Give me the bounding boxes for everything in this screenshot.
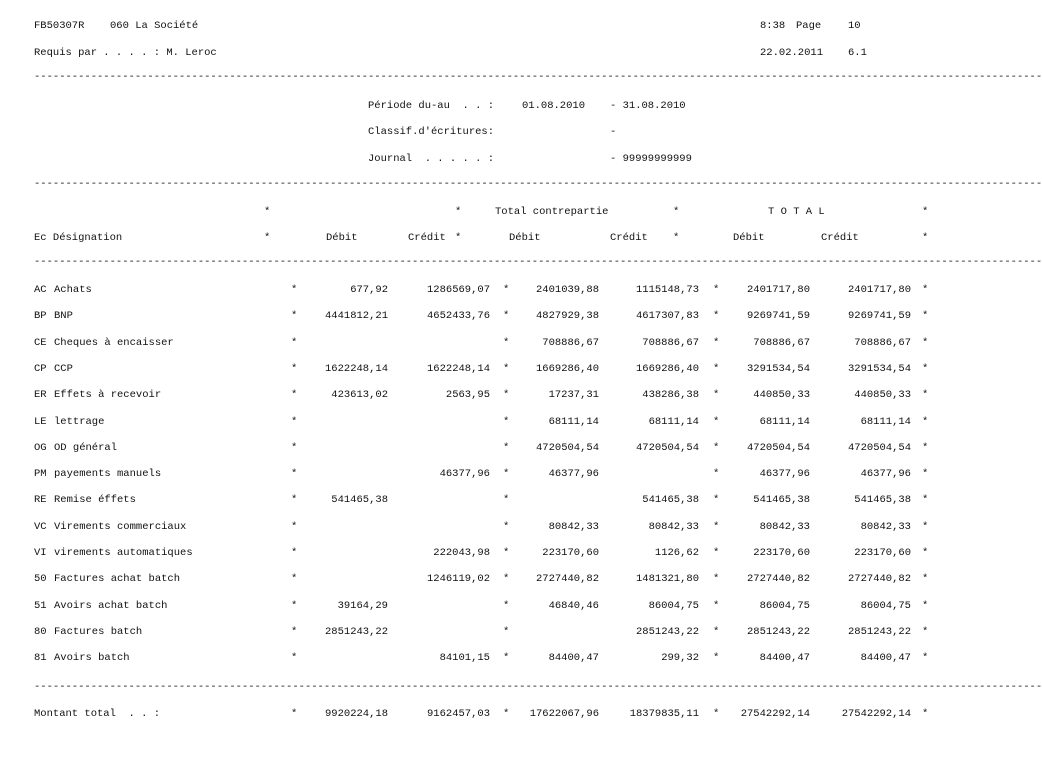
- column-separator: *: [713, 573, 720, 585]
- column-separator: *: [503, 468, 510, 480]
- row-credit: 1286569,07: [426, 284, 490, 296]
- column-contra-credit: Crédit: [610, 232, 648, 244]
- column-separator: *: [503, 652, 510, 664]
- row-total-credit: 4720504,54: [847, 442, 911, 454]
- row-debit: 39164,29: [337, 600, 388, 612]
- row-total-debit: 3291534,54: [746, 363, 810, 375]
- report-date: 22.02.2011: [760, 47, 824, 59]
- separator-rule: ----------------------------------------------------------------------------------------------------------------------------------------------------------------: [34, 256, 1042, 268]
- row-code: CE: [34, 337, 47, 349]
- column-separator: *: [713, 310, 720, 322]
- column-separator: *: [291, 547, 298, 559]
- column-separator: *: [922, 206, 929, 218]
- row-total-debit: 2727440,82: [746, 573, 810, 585]
- row-code: 81: [34, 652, 47, 664]
- row-credit: 1622248,14: [426, 363, 490, 375]
- column-separator: *: [922, 337, 929, 349]
- row-designation: Remise éffets: [54, 494, 136, 506]
- row-total-credit: 84400,47: [860, 652, 911, 664]
- row-total-debit: 84400,47: [759, 652, 810, 664]
- row-contra-debit: 2401039,88: [535, 284, 599, 296]
- column-separator: *: [922, 652, 929, 664]
- column-separator: *: [503, 600, 510, 612]
- column-separator: *: [291, 284, 298, 296]
- page-number: 10: [848, 20, 861, 32]
- row-contra-credit: 708886,67: [642, 337, 699, 349]
- column-separator: *: [922, 232, 929, 244]
- column-separator: *: [713, 494, 720, 506]
- column-separator: *: [922, 573, 929, 585]
- row-code: 50: [34, 573, 47, 585]
- page-label: Page: [796, 20, 822, 32]
- row-designation: OD général: [54, 442, 118, 454]
- row-contra-credit: 299,32: [661, 652, 699, 664]
- column-separator: *: [291, 468, 298, 480]
- column-separator: *: [264, 232, 271, 244]
- column-separator: *: [713, 708, 720, 720]
- column-separator: *: [291, 363, 298, 375]
- row-contra-debit: 4827929,38: [535, 310, 599, 322]
- row-credit: 2563,95: [445, 389, 490, 401]
- total-credit: 9162457,03: [426, 708, 490, 720]
- row-code: RE: [34, 494, 47, 506]
- row-contra-credit: 80842,33: [648, 521, 699, 533]
- row-designation: Avoirs batch: [54, 652, 130, 664]
- row-total-debit: 440850,33: [753, 389, 810, 401]
- row-total-credit: 440850,33: [854, 389, 911, 401]
- column-separator: *: [922, 468, 929, 480]
- row-contra-debit: 80842,33: [548, 521, 599, 533]
- row-designation: Achats: [54, 284, 92, 296]
- row-total-credit: 541465,38: [854, 494, 911, 506]
- row-designation: virements automatiques: [54, 547, 193, 559]
- period-to: - 31.08.2010: [610, 100, 686, 112]
- row-designation: Factures batch: [54, 626, 143, 638]
- row-total-debit: 9269741,59: [746, 310, 810, 322]
- column-separator: *: [713, 389, 720, 401]
- row-debit: 677,92: [350, 284, 388, 296]
- column-separator: *: [713, 416, 720, 428]
- column-separator: *: [713, 626, 720, 638]
- row-total-debit: 80842,33: [759, 521, 810, 533]
- column-separator: *: [264, 206, 271, 218]
- separator-rule: ----------------------------------------------------------------------------------------------------------------------------------------------------------------: [34, 178, 1042, 190]
- row-total-debit: 4720504,54: [746, 442, 810, 454]
- row-total-debit: 223170,60: [753, 547, 810, 559]
- company-name: 060 La Société: [110, 20, 199, 32]
- column-separator: *: [713, 337, 720, 349]
- column-separator: *: [673, 232, 680, 244]
- row-code: AC: [34, 284, 47, 296]
- total-contra-debit: 17622067,96: [529, 708, 599, 720]
- column-separator: *: [922, 416, 929, 428]
- row-total-credit: 80842,33: [860, 521, 911, 533]
- column-separator: *: [713, 284, 720, 296]
- column-contra-debit: Débit: [509, 232, 541, 244]
- column-separator: *: [713, 521, 720, 533]
- row-contra-credit: 541465,38: [642, 494, 699, 506]
- row-code: VI: [34, 547, 47, 559]
- column-separator: *: [713, 442, 720, 454]
- column-separator: *: [713, 363, 720, 375]
- row-contra-credit: 1669286,40: [635, 363, 699, 375]
- period-from: 01.08.2010: [522, 100, 586, 112]
- column-separator: *: [503, 310, 510, 322]
- column-separator: *: [291, 337, 298, 349]
- total-total-debit: 27542292,14: [740, 708, 810, 720]
- period-label: Période du-au . . :: [368, 100, 495, 112]
- row-credit: 1246119,02: [426, 573, 490, 585]
- row-debit: 1622248,14: [324, 363, 388, 375]
- row-contra-debit: 17237,31: [548, 389, 599, 401]
- column-total-debit: Débit: [733, 232, 765, 244]
- column-separator: *: [291, 494, 298, 506]
- row-debit: 2851243,22: [324, 626, 388, 638]
- column-separator: *: [291, 573, 298, 585]
- column-separator: *: [922, 284, 929, 296]
- row-contra-credit: 68111,14: [648, 416, 699, 428]
- column-separator: *: [291, 442, 298, 454]
- column-separator: *: [503, 573, 510, 585]
- row-total-credit: 708886,67: [854, 337, 911, 349]
- column-separator: *: [922, 494, 929, 506]
- column-separator: *: [922, 600, 929, 612]
- row-total-credit: 2401717,80: [847, 284, 911, 296]
- row-total-debit: 2851243,22: [746, 626, 810, 638]
- row-contra-debit: 2727440,82: [535, 573, 599, 585]
- row-designation: Effets à recevoir: [54, 389, 162, 401]
- total-debit: 9920224,18: [324, 708, 388, 720]
- column-separator: *: [291, 626, 298, 638]
- column-separator: *: [922, 310, 929, 322]
- row-code: 80: [34, 626, 47, 638]
- total-contra-credit: 18379835,11: [629, 708, 699, 720]
- row-credit: 84101,15: [439, 652, 490, 664]
- row-credit: 46377,96: [439, 468, 490, 480]
- journal-to: - 99999999999: [610, 153, 692, 165]
- row-designation: payements manuels: [54, 468, 162, 480]
- print-time: 8:38: [760, 20, 786, 32]
- row-total-debit: 541465,38: [753, 494, 810, 506]
- row-designation: Virements commerciaux: [54, 521, 187, 533]
- column-separator: *: [713, 652, 720, 664]
- row-code: 51: [34, 600, 47, 612]
- row-code: LE: [34, 416, 47, 428]
- row-debit: 423613,02: [331, 389, 388, 401]
- column-separator: *: [291, 521, 298, 533]
- row-total-credit: 9269741,59: [847, 310, 911, 322]
- row-total-credit: 3291534,54: [847, 363, 911, 375]
- row-contra-debit: 708886,67: [542, 337, 599, 349]
- column-separator: *: [922, 547, 929, 559]
- column-separator: *: [922, 708, 929, 720]
- column-separator: *: [291, 310, 298, 322]
- column-separator: *: [713, 547, 720, 559]
- group-contrepartie: Total contrepartie: [495, 206, 609, 218]
- column-separator: *: [922, 626, 929, 638]
- row-designation: BNP: [54, 310, 73, 322]
- row-contra-debit: 46377,96: [548, 468, 599, 480]
- column-separator: *: [291, 600, 298, 612]
- row-code: ER: [34, 389, 47, 401]
- column-total-credit: Crédit: [821, 232, 859, 244]
- column-separator: *: [503, 708, 510, 720]
- row-credit: 4652433,76: [426, 310, 490, 322]
- group-total: T O T A L: [768, 206, 825, 218]
- column-separator: *: [291, 708, 298, 720]
- row-total-debit: 86004,75: [759, 600, 810, 612]
- column-separator: *: [291, 652, 298, 664]
- row-designation: Cheques à encaisser: [54, 337, 174, 349]
- column-separator: *: [503, 284, 510, 296]
- column-separator: *: [503, 337, 510, 349]
- class-to: -: [610, 126, 617, 138]
- row-contra-debit: 46840,46: [548, 600, 599, 612]
- row-designation: lettrage: [54, 416, 105, 428]
- row-total-credit: 46377,96: [860, 468, 911, 480]
- column-separator: *: [503, 416, 510, 428]
- column-separator: *: [455, 206, 462, 218]
- row-contra-credit: 1115148,73: [635, 284, 699, 296]
- row-designation: Avoirs achat batch: [54, 600, 168, 612]
- row-total-credit: 68111,14: [860, 416, 911, 428]
- row-designation: Factures achat batch: [54, 573, 181, 585]
- row-contra-debit: 84400,47: [548, 652, 599, 664]
- column-separator: *: [922, 389, 929, 401]
- class-label: Classif.d'écritures:: [368, 126, 495, 138]
- column-separator: *: [922, 442, 929, 454]
- column-separator: *: [503, 626, 510, 638]
- row-total-credit: 86004,75: [860, 600, 911, 612]
- column-separator: *: [291, 416, 298, 428]
- column-separator: *: [291, 389, 298, 401]
- row-total-debit: 2401717,80: [746, 284, 810, 296]
- row-contra-credit: 2851243,22: [635, 626, 699, 638]
- column-separator: *: [455, 232, 462, 244]
- column-separator: *: [503, 547, 510, 559]
- row-contra-debit: 68111,14: [548, 416, 599, 428]
- row-contra-credit: 438286,38: [642, 389, 699, 401]
- row-total-debit: 708886,67: [753, 337, 810, 349]
- total-total-credit: 27542292,14: [841, 708, 911, 720]
- row-code: BP: [34, 310, 47, 322]
- row-contra-debit: 223170,60: [542, 547, 599, 559]
- row-contra-credit: 86004,75: [648, 600, 699, 612]
- column-debit: Débit: [326, 232, 358, 244]
- column-credit: Crédit: [408, 232, 446, 244]
- column-separator: *: [503, 389, 510, 401]
- row-debit: 541465,38: [331, 494, 388, 506]
- journal-label: Journal . . . . . :: [368, 153, 495, 165]
- row-total-credit: 2727440,82: [847, 573, 911, 585]
- column-separator: *: [503, 363, 510, 375]
- row-credit: 222043,98: [433, 547, 490, 559]
- row-contra-credit: 1126,62: [654, 547, 699, 559]
- column-separator: *: [922, 521, 929, 533]
- row-total-debit: 68111,14: [759, 416, 810, 428]
- separator-rule: ----------------------------------------------------------------------------------------------------------------------------------------------------------------: [34, 681, 1042, 693]
- row-contra-credit: 1481321,80: [635, 573, 699, 585]
- row-code: CP: [34, 363, 47, 375]
- column-separator: *: [922, 363, 929, 375]
- report-id: FB50307R: [34, 20, 85, 32]
- row-debit: 4441812,21: [324, 310, 388, 322]
- column-separator: *: [713, 468, 720, 480]
- column-separator: *: [673, 206, 680, 218]
- column-code-designation: Ec Désignation: [34, 232, 123, 244]
- requested-by: Requis par . . . . : M. Leroc: [34, 47, 217, 59]
- row-contra-debit: 1669286,40: [535, 363, 599, 375]
- column-separator: *: [503, 521, 510, 533]
- report-version: 6.1: [848, 47, 867, 59]
- total-label: Montant total . . :: [34, 708, 161, 720]
- row-total-debit: 46377,96: [759, 468, 810, 480]
- row-designation: CCP: [54, 363, 73, 375]
- row-contra-credit: 4617307,83: [635, 310, 699, 322]
- row-total-credit: 2851243,22: [847, 626, 911, 638]
- column-separator: *: [503, 442, 510, 454]
- row-code: OG: [34, 442, 47, 454]
- column-separator: *: [503, 494, 510, 506]
- row-code: VC: [34, 521, 47, 533]
- separator-rule: ----------------------------------------------------------------------------------------------------------------------------------------------------------------: [34, 71, 1042, 83]
- column-separator: *: [713, 600, 720, 612]
- row-total-credit: 223170,60: [854, 547, 911, 559]
- row-code: PM: [34, 468, 47, 480]
- row-contra-debit: 4720504,54: [535, 442, 599, 454]
- row-contra-credit: 4720504,54: [635, 442, 699, 454]
